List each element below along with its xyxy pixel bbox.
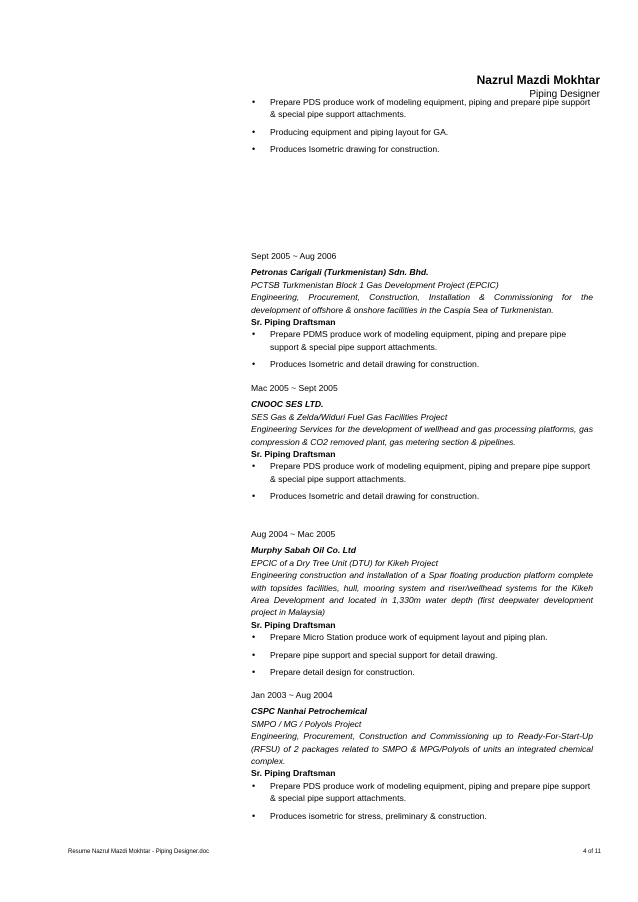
job-company: CNOOC SES LTD. — [251, 399, 324, 410]
job-entry — [251, 528, 593, 683]
job-period: Mac 2005 ~ Sept 2005 — [251, 383, 338, 393]
job-title: Sr. Piping Draftsman — [251, 768, 336, 779]
footer-filename: Resume Nazrul Mazdi Mokhtar - Piping Designer.doc — [68, 849, 210, 855]
job-project: PCTSB Turkmenistan Block 1 Gas Development Project (EPCIC) — [251, 279, 499, 290]
list-item: • Prepare PDS produce work of modeling equipment, piping and prepare pipe support & special pipe support attachments. — [252, 461, 591, 484]
footer-page-number: 4 of 11 — [583, 849, 601, 855]
list-item: • Prepare PDMS produce work of modeling equipment, piping and prepare pipe support & special pipe support attachments. — [252, 329, 567, 352]
job-company: Murphy Sabah Oil Co. Ltd — [251, 545, 357, 556]
bullet-icon: • — [252, 810, 256, 821]
list-item: • Producing equipment and piping layout for GA. — [252, 126, 449, 137]
bullet-icon: • — [252, 126, 256, 137]
job-description: Engineering, Procurement, Construction and Commissioning up to Ready-For-Start-Up (RFSU) of 2 packages related to SMPO & MPG/Polyols of units an integrated chemical complex. — [251, 731, 593, 767]
list-item: • Prepare PDS produce work of modeling equipment, piping and prepare pipe support & special pipe support attachments. — [252, 97, 591, 120]
job-project: EPCIC of a Dry Tree Unit (DTU) for Kikeh Project — [251, 557, 439, 568]
job-company: CSPC Nanhai Petrochemical — [251, 706, 368, 717]
bullet-icon: • — [252, 491, 256, 502]
job-entry — [251, 250, 593, 376]
job-title: Sr. Piping Draftsman — [251, 317, 336, 328]
job-company: Petronas Carigali (Turkmenistan) Sdn. Bhd. — [251, 267, 429, 278]
bullet-icon: • — [252, 359, 256, 370]
bullet-icon: • — [252, 329, 256, 340]
candidate-name: Nazrul Mazdi Mokhtar — [476, 73, 600, 87]
page-footer — [68, 848, 601, 856]
candidate-role: Piping Designer — [529, 89, 600, 100]
bullet-icon: • — [252, 649, 256, 660]
bullet-icon: • — [252, 461, 256, 472]
job-period: Sept 2005 ~ Aug 2006 — [251, 251, 337, 261]
top-bullets — [251, 96, 593, 161]
job-title: Sr. Piping Draftsman — [251, 619, 336, 630]
bullet-icon: • — [252, 97, 256, 107]
list-item: • Produces isometric for stress, preliminary & construction. — [252, 810, 487, 821]
job-entry — [251, 382, 593, 508]
job-entry — [251, 689, 593, 827]
job-description: Engineering construction and installation of a Spar floating production platform complete with topsides facilities, hull, mooring system and riser/wellhead systems for the Kikeh Area Development and located in 1,330m water depth (first deepwater development project in Malaysia) — [251, 570, 593, 618]
job-description: Engineering Services for the development of wellhead and gas processing platforms, gas compression & CO2 removed plant, gas metering section & pipelines. — [251, 424, 593, 447]
list-item: • Produces Isometric and detail drawing for construction. — [252, 491, 480, 502]
job-period: Aug 2004 ~ Mac 2005 — [251, 529, 336, 539]
job-period: Jan 2003 ~ Aug 2004 — [251, 690, 333, 700]
list-item: • Produces Isometric drawing for construction. — [252, 144, 440, 155]
bullet-icon: • — [252, 144, 256, 155]
job-project: SMPO / MG / Polyols Project — [251, 718, 362, 729]
list-item: • Prepare PDS produce work of modeling equipment, piping and prepare pipe support & special pipe support attachments. — [252, 780, 591, 804]
bullet-icon: • — [252, 632, 256, 643]
list-item: • Prepare detail design for construction. — [252, 667, 415, 678]
bullet-icon: • — [252, 780, 256, 791]
list-item: • Produces Isometric and detail drawing for construction. — [252, 359, 480, 370]
list-item: • Prepare pipe support and special support for detail drawing. — [252, 649, 498, 660]
job-title: Sr. Piping Draftsman — [251, 449, 336, 460]
bullet-icon: • — [252, 667, 256, 678]
job-description: Engineering, Procurement, Construction, Installation & Commissioning for the development of offshore & onshore facilities in the Caspia Sea of Turkmenistan. — [251, 292, 593, 315]
job-project: SES Gas & Zelda/Widuri Fuel Gas Facilities Project — [251, 411, 448, 422]
list-item: • Prepare Micro Station produce work of equipment layout and piping plan. — [252, 632, 548, 643]
